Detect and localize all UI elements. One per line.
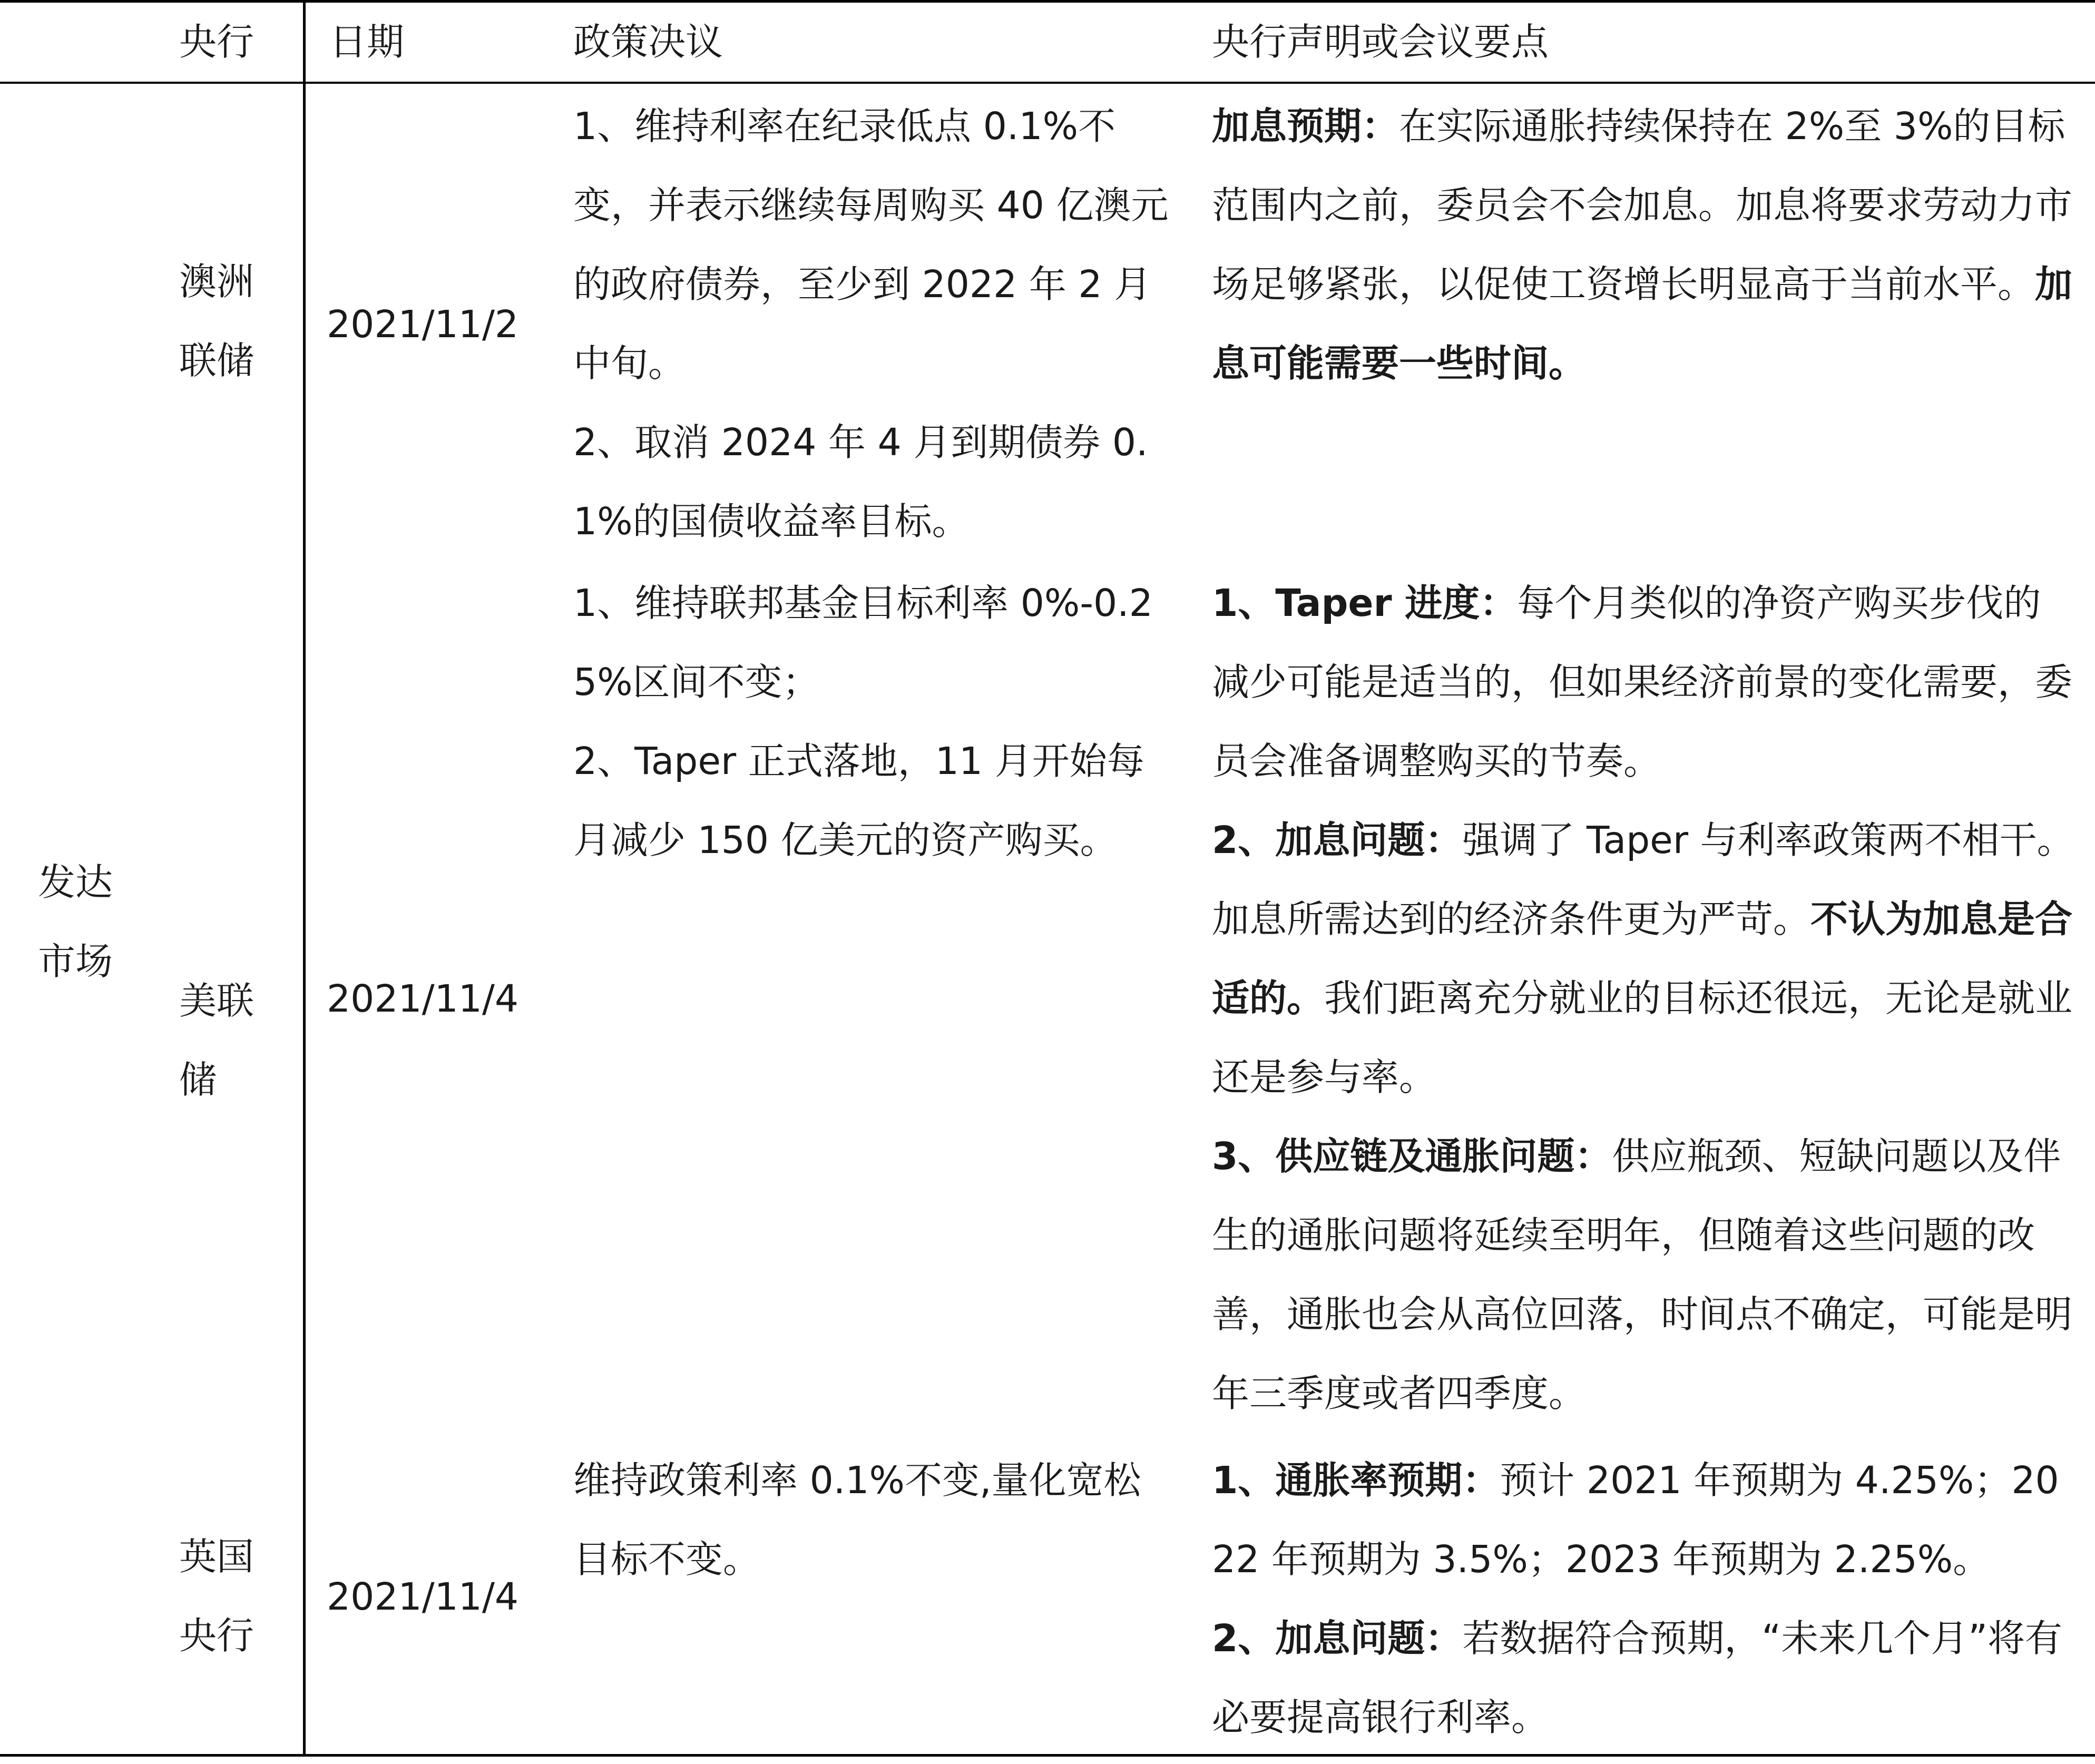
row1-statement — [1212, 87, 2076, 403]
row2-date: 2021/11/4 — [327, 976, 519, 1021]
row2-policy-item2: 2、Taper 正式落地，11 月开始每月减少 150 亿美元的资产购买。 — [573, 739, 1144, 862]
row1-policy — [573, 87, 1169, 561]
row1-statement-item1: 加息预期：在实际通胀持续保持在 2%至 3%的目标范围内之前，委员会不会加息。加息将要求劳动力市场足够紧张，以促使工资增长明显高于当前水平。加息可能需要一些时间。 — [1212, 104, 2073, 385]
header-rule — [0, 82, 2095, 84]
row3-bank: 英国 央行 — [179, 1535, 254, 1658]
market-label — [38, 843, 113, 1001]
row1-date: 2021/11/2 — [327, 302, 519, 346]
row3-statement — [1212, 1441, 2076, 1757]
row1-policy-item1: 1、维持利率在纪录低点 0.1%不变，并表示继续每周购买 40 亿澳元的政府债券，至少到 2022 年 2 月中旬。 — [573, 104, 1169, 385]
market-label-line1: 发达 — [38, 860, 113, 904]
row2-statement-item2: 2、加息问题：强调了 Taper 与利率政策两不相干。加息所需达到的经济条件更为严苛。不认为加息是合适的。我们距离充分就业的目标还很远，无论是就业还是参与率。 — [1212, 818, 2074, 1099]
table-top-rule — [0, 0, 2095, 3]
row2-bank: 美联 储 — [179, 979, 254, 1102]
row3-policy-item1: 维持政策利率 0.1%不变,量化宽松目标不变。 — [573, 1458, 1141, 1581]
row3-date: 2021/11/4 — [327, 1574, 519, 1619]
row2-policy — [573, 564, 1169, 880]
row3-statement-item2: 2、加息问题：若数据符合预期，“未来几个月”将有必要提高银行利率。 — [1212, 1616, 2062, 1739]
row2-statement-item1: 1、Taper 进度：每个月类似的净资产购买步伐的减少可能是适当的，但如果经济前景的变化需要，委员会准备调整购买的节奏。 — [1212, 581, 2073, 783]
row3-statement-item1: 1、通胀率预期：预计 2021 年预期为 4.25%；2022 年预期为 3.5%；2023 年预期为 2.25%。 — [1212, 1458, 2059, 1581]
row3-policy — [573, 1441, 1169, 1599]
row2-statement-item3: 3、供应链及通胀问题：供应瓶颈、短缺问题以及伴生的通胀问题将延续至明年，但随着这些问题的改善，通胀也会从高位回落，时间点不确定，可能是明年三季度或者四季度。 — [1212, 1134, 2073, 1415]
row2-statement — [1212, 564, 2076, 1433]
row1-bank: 澳洲 联储 — [179, 260, 254, 383]
header-date: 日期 — [329, 20, 405, 64]
vertical-rule-1 — [303, 0, 306, 1757]
row2-policy-item1: 1、维持联邦基金目标利率 0%-0.25%区间不变； — [573, 581, 1153, 704]
header-bank: 央行 — [179, 20, 254, 64]
row1-policy-item2: 2、取消 2024 年 4 月到期债券 0.1%的国债收益率目标。 — [573, 420, 1148, 543]
header-policy: 政策决议 — [573, 20, 723, 64]
header-statement: 央行声明或会议要点 — [1212, 20, 1549, 64]
market-label-line2: 市场 — [38, 939, 113, 983]
